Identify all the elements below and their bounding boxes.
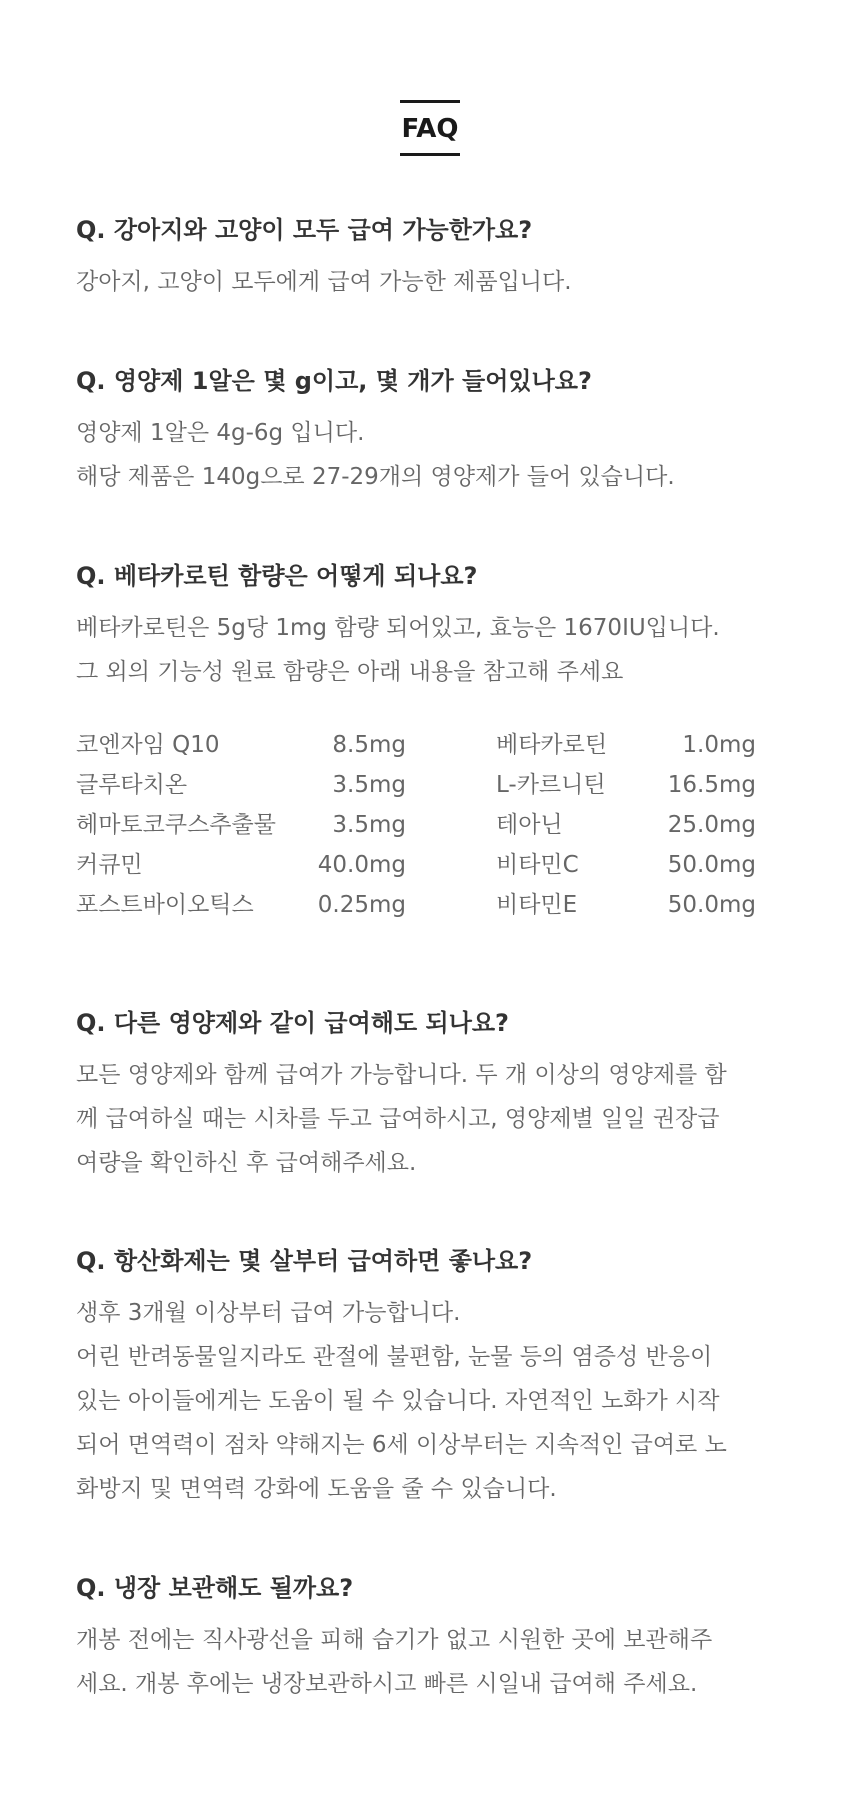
faq-answer (76, 1618, 796, 1706)
faq-item (76, 1572, 796, 1706)
faq-question: Q. 베타카로틴 함량은 어떻게 되나요? (76, 562, 478, 590)
answer-line: 그 외의 기능성 원료 함량은 아래 내용을 참고해 주세요 (76, 659, 624, 685)
nutrient-name: 헤마토코쿠스추출물 (76, 812, 276, 838)
nutrient-value: 8.5mg (332, 732, 406, 758)
faq-answer (76, 260, 796, 304)
answer-line: 있는 아이들에게는 도움이 될 수 있습니다. 자연적인 노화가 시작 (76, 1388, 720, 1414)
answer-line: 화방지 및 면역력 강화에 도움을 줄 수 있습니다. (76, 1476, 557, 1502)
nutrient-name: 비타민C (496, 852, 579, 878)
answer-line: 여량을 확인하신 후 급여해주세요. (76, 1150, 417, 1176)
table-row (76, 845, 756, 885)
faq-answer (76, 1291, 796, 1511)
nutrient-name: 코엔자임 Q10 (76, 732, 220, 758)
faq-answer (76, 411, 796, 499)
nutrient-value: 0.25mg (317, 892, 406, 918)
nutrient-value: 25.0mg (667, 812, 756, 838)
nutrient-value: 50.0mg (667, 892, 756, 918)
faq-item (76, 1245, 796, 1511)
nutrient-name: 비타민E (496, 892, 578, 918)
table-row (76, 725, 756, 765)
nutrient-value: 1.0mg (682, 732, 756, 758)
faq-item (76, 214, 796, 304)
answer-line: 영양제 1알은 4g-6g 입니다. (76, 420, 365, 446)
nutrient-name: 베타카로틴 (496, 732, 608, 758)
page-title: FAQ (400, 100, 459, 156)
answer-line: 세요. 개봉 후에는 냉장보관하시고 빠른 시일내 급여해 주세요. (76, 1671, 698, 1697)
answer-line: 베타카로틴은 5g당 1mg 함량 되어있고, 효능은 1670IU입니다. (76, 615, 720, 641)
nutrient-table (76, 725, 756, 935)
answer-line: 께 급여하실 때는 시차를 두고 급여하시고, 영양제별 일일 권장급 (76, 1106, 720, 1132)
nutrient-value: 40.0mg (317, 852, 406, 878)
nutrient-name: 글루타치온 (76, 772, 188, 798)
table-row (76, 885, 756, 925)
faq-header (0, 100, 860, 156)
answer-line: 되어 면역력이 점차 약해지는 6세 이상부터는 지속적인 급여로 노 (76, 1432, 727, 1458)
answer-line: 개봉 전에는 직사광선을 피해 습기가 없고 시원한 곳에 보관해주 (76, 1627, 713, 1653)
faq-question: Q. 강아지와 고양이 모두 급여 가능한가요? (76, 216, 533, 244)
faq-answer (76, 606, 796, 694)
faq-question: Q. 항산화제는 몇 살부터 급여하면 좋나요? (76, 1247, 533, 1275)
answer-line: 어린 반려동물일지라도 관절에 불편함, 눈물 등의 염증성 반응이 (76, 1344, 713, 1370)
answer-line: 강아지, 고양이 모두에게 급여 가능한 제품입니다. (76, 269, 572, 295)
nutrient-value: 3.5mg (332, 812, 406, 838)
answer-line: 해당 제품은 140g으로 27-29개의 영양제가 들어 있습니다. (76, 464, 675, 490)
nutrient-value: 3.5mg (332, 772, 406, 798)
faq-item (76, 1007, 796, 1185)
nutrient-name: 커큐민 (76, 852, 143, 878)
answer-line: 생후 3개월 이상부터 급여 가능합니다. (76, 1300, 461, 1326)
nutrient-name: 포스트바이오틱스 (76, 892, 254, 918)
table-row (76, 765, 756, 805)
table-row (76, 805, 756, 845)
nutrient-name: L-카르니틴 (496, 772, 606, 798)
nutrient-name: 테아닌 (496, 812, 563, 838)
nutrient-value: 50.0mg (667, 852, 756, 878)
faq-question: Q. 다른 영양제와 같이 급여해도 되나요? (76, 1009, 509, 1037)
faq-answer (76, 1053, 796, 1185)
nutrient-value: 16.5mg (667, 772, 756, 798)
answer-line: 모든 영양제와 함께 급여가 가능합니다. 두 개 이상의 영양제를 함 (76, 1062, 727, 1088)
faq-item (76, 560, 796, 694)
faq-question: Q. 냉장 보관해도 될까요? (76, 1574, 354, 1602)
faq-item (76, 365, 796, 499)
faq-question: Q. 영양제 1알은 몇 g이고, 몇 개가 들어있나요? (76, 367, 592, 395)
